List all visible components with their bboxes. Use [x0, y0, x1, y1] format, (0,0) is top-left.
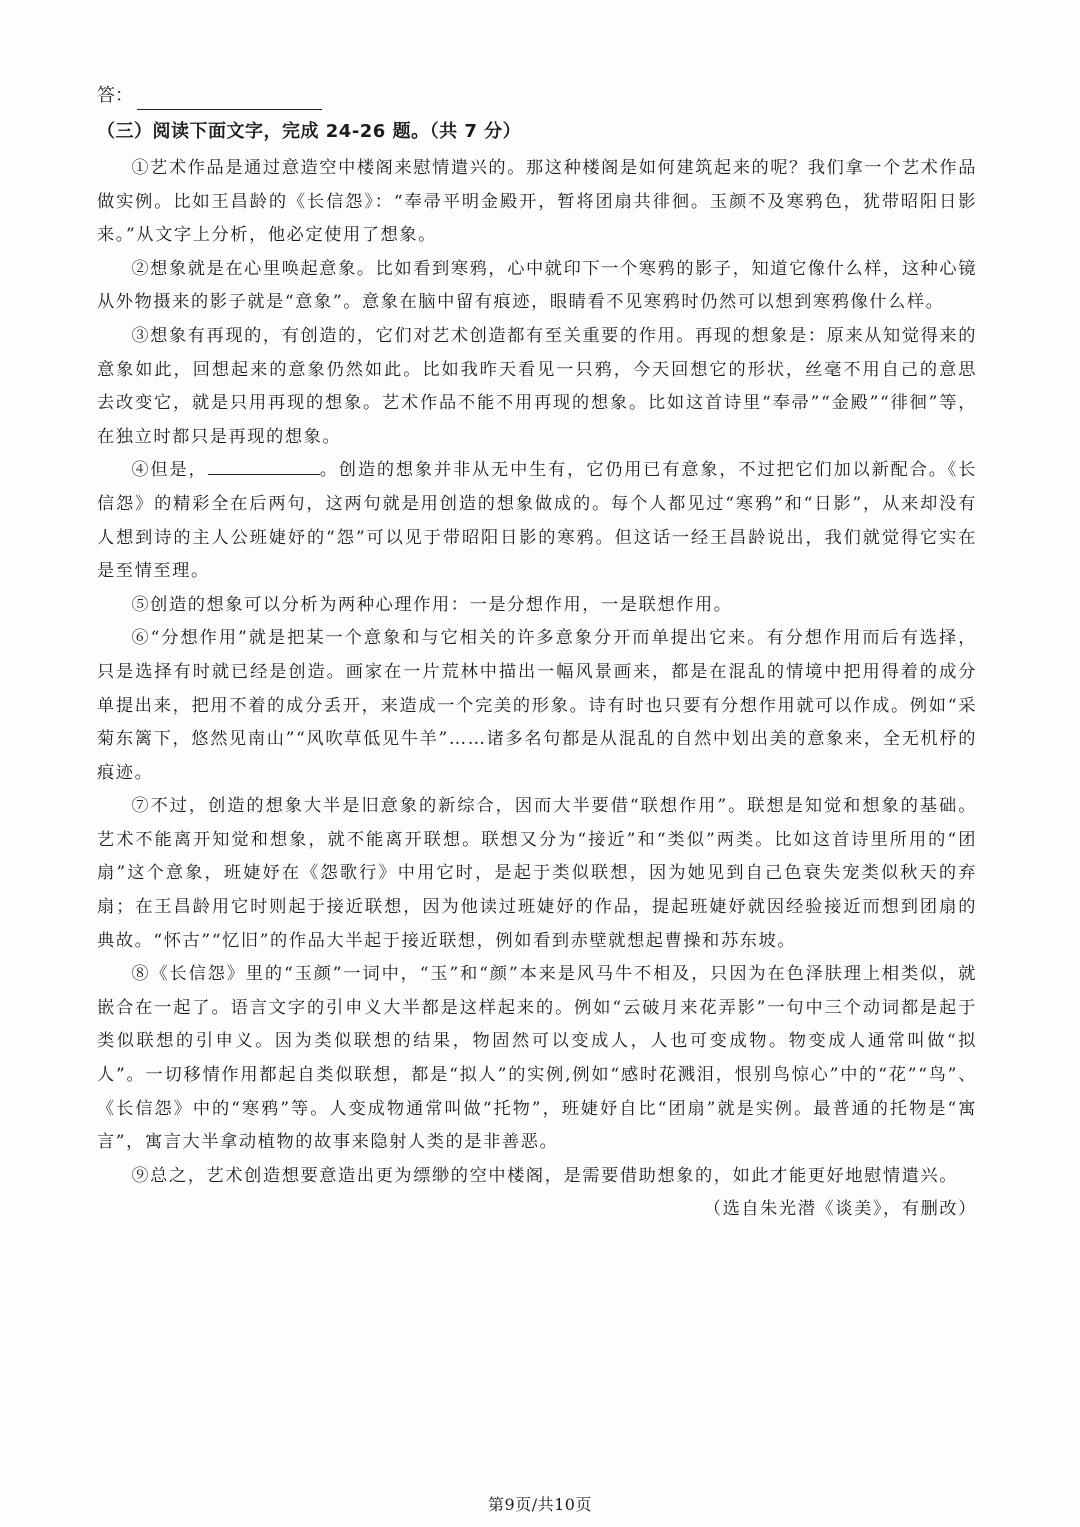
- paragraph-4-rest: 。创造的想象并非从无中生有，它仍用已有意象，不过把它们加以新配合。《长信怨》的精彩全在后两句，这两句就是用创造的想象做成的。每个人都见过“寒鸦”和“日影”，从来却没有人想到诗的主人公班婕妤的“怨”可以见于带昭阳日影的寒鸦。但这话一经王昌龄说出，我们就觉得它实在是至情至理。: [97, 460, 977, 582]
- paragraph-3: ③想象有再现的，有创造的，它们对艺术创造都有至关重要的作用。再现的想象是：原来从知觉得来的意象如此，回想起来的意象仍然如此。比如我昨天看见一只鸦，今天回想它的形状，丝毫不用自己的意思去改变它，就是只用再现的想象。艺术作品不能不用再现的想象。比如这首诗里“奉帚”“金殿”“徘徊”等，在独立时都只是再现的想象。: [97, 325, 977, 447]
- paragraph-4: [97, 454, 977, 588]
- paragraph-8: ⑧《长信怨》里的“玉颜”一词中，“玉”和“颜”本来是风马牛不相及，只因为在色泽肤理上相类似，就嵌合在一起了。语言文字的引申义大半都是这样起来的。例如“云破月来花弄影”一句中三个动词都是起于类似联想的引申义。因为类似联想的结果，物固然可以变成人，人也可变成物。物变成人通常叫做“拟人”。一切移情作用都起自类似联想，都是“拟人”的实例,例如“感时花溅泪，恨别鸟惊心”中的“花”“鸟”、《长信怨》中的“寒鸦”等。人变成物通常叫做“托物”，班婕妤自比“团扇”就是实例。最普通的托物是“寓言”，寓言大半拿动植物的故事来隐射人类的是非善恶。: [97, 964, 977, 1153]
- answer-label: 答：: [97, 85, 133, 106]
- paragraph-7: ⑦不过，创造的想象大半是旧意象的新综合，因而大半要借“联想作用”。联想是知觉和想象的基础。艺术不能离开知觉和想象，就不能离开联想。联想又分为“接近”和“类似”两类。比如这首诗里所用的“团扇”这个意象，班婕妤在《怨歌行》中用它时，是起于类似联想，因为她见到自己色衰失宠类似秋天的弃扇；在王昌龄用它时则起于接近联想，因为他读过班婕妤的作品，提起班婕妤就因经验接近而想到团扇的典故。“怀古”“忆旧”的作品大半起于接近联想，例如看到赤壁就想起曹操和苏东坡。: [97, 796, 977, 951]
- paragraph-9: ⑨总之，艺术创造想要意造出更为缥缈的空中楼阁，是需要借助想象的，如此才能更好地慰情遣兴。: [131, 1165, 959, 1186]
- fill-in-blank[interactable]: [208, 456, 320, 475]
- reading-passage: [97, 152, 977, 1227]
- answer-blank[interactable]: [137, 89, 322, 110]
- paragraph-2: ②想象就是在心里唤起意象。比如看到寒鸦，心中就印下一个寒鸦的影子，知道它像什么样，这种心镜从外物摄来的影子就是“意象”。意象在脑中留有痕迹，眼睛看不见寒鸦时仍然可以想到寒鸦像什么样。: [97, 258, 977, 313]
- paragraph-6: ⑥“分想作用”就是把某一个意象和与它相关的许多意象分开而单提出它来。有分想作用而后有选择，只是选择有时就已经是创造。画家在一片荒林中描出一幅风景画来，都是在混乱的情境中把用得着的成分单提出来，把用不着的成分丢开，来造成一个完美的形象。诗有时也只要有分想作用就可以作成。例如“采菊东篱下，悠然见南山”“风吹草低见牛羊”……诸多名句都是从混乱的自然中划出美的意象来，全无机杼的痕迹。: [97, 628, 977, 783]
- page-number: 第9页/共10页: [488, 1495, 592, 1514]
- paragraph-1: ①艺术作品是通过意造空中楼阁来慰情遣兴的。那这种楼阁是如何建筑起来的呢？我们拿一个艺术作品做实例。比如王昌龄的《长信怨》：“奉帚平明金殿开，暂将团扇共徘徊。玉颜不及寒鸦色，犹带昭阳日影来。”从文字上分析，他必定使用了想象。: [97, 158, 977, 246]
- section-heading: （三）阅读下面文字，完成 24-26 题。（共 7 分）: [97, 121, 522, 142]
- paragraph-5: ⑤创造的想象可以分析为两种心理作用：一是分想作用，一是联想作用。: [131, 594, 733, 615]
- paragraph-4-lead: ④但是，: [131, 460, 208, 481]
- answer-line: [97, 82, 322, 110]
- source-citation: （选自朱光潜《谈美》，有删改）: [703, 1199, 977, 1220]
